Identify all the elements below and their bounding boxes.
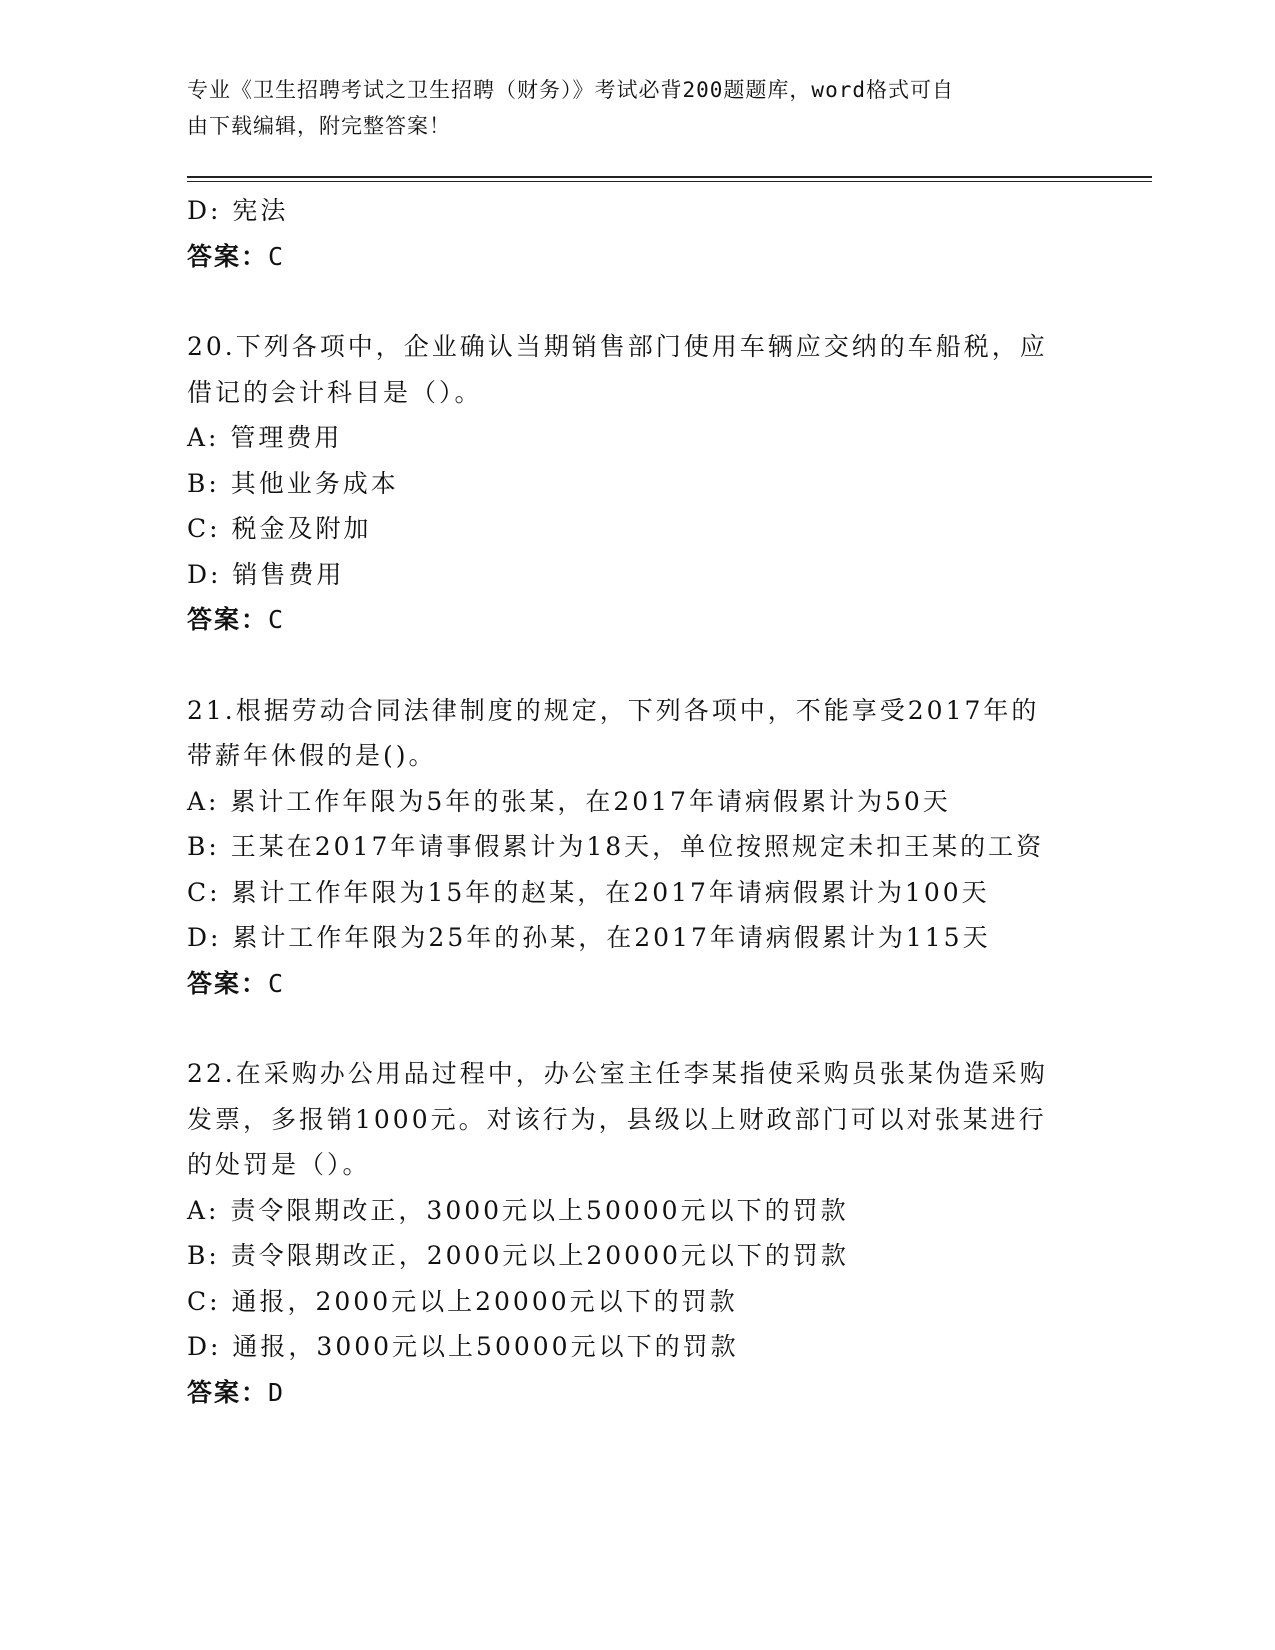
answer-label: 答案： (187, 605, 269, 634)
answer-label: 答案： (187, 968, 269, 998)
header-line-2: 由下载编辑，附完整答案！ (187, 114, 451, 138)
header-divider (187, 176, 1152, 182)
spacer (187, 643, 1117, 688)
answer-line (187, 597, 1117, 643)
option-d: D: 通报，3000元以上50000元以下的罚款 (187, 1332, 739, 1361)
question-text-line: 22.在采购办公用品过程中，办公室主任李某指使采购员张某伪造采购 (187, 1059, 1048, 1088)
question-text-line: 带薪年休假的是()。 (187, 741, 437, 770)
option-d: D: 销售费用 (187, 559, 345, 589)
question-22 (187, 1051, 1117, 1415)
answer-value: C (268, 241, 287, 271)
option-b: B: 其他业务成本 (187, 468, 399, 498)
option-d: D: 累计工作年限为25年的孙某，在2017年请病假累计为115天 (187, 923, 991, 952)
option-d: D: 宪法 (187, 196, 289, 225)
option-b: B: 责令限期改正，2000元以上20000元以下的罚款 (187, 1241, 849, 1270)
question-20 (187, 324, 1117, 643)
question-text-line: 发票，多报销1000元。对该行为，县级以上财政部门可以对张某进行 (187, 1104, 1047, 1134)
answer-value: C (268, 605, 287, 634)
answer-value: D (268, 1377, 287, 1407)
option-c: C: 通报，2000元以上20000元以下的罚款 (187, 1286, 738, 1316)
question-21 (187, 688, 1117, 1007)
question-text-line: 的处罚是（）。 (187, 1150, 371, 1179)
option-b: B: 王某在2017年请事假累计为18天，单位按照规定未扣王某的工资 (187, 832, 1045, 861)
question-content (187, 188, 1117, 1415)
answer-label: 答案： (187, 241, 269, 271)
answer-value: C (268, 968, 287, 998)
answer-label: 答案： (187, 1377, 269, 1407)
answer-line (187, 961, 1117, 1007)
question-text-line: 借记的会计科目是（）。 (187, 377, 483, 407)
option-c: C: 累计工作年限为15年的赵某，在2017年请病假累计为100天 (187, 877, 990, 907)
header-line-1: 专业《卫生招聘考试之卫生招聘（财务）》考试必背200题题库，word格式可自 (187, 78, 954, 102)
answer-line (187, 234, 1117, 280)
option-a: A: 累计工作年限为5年的张某，在2017年请病假累计为50天 (187, 786, 951, 816)
header-text (187, 72, 1067, 144)
question-text-line: 21.根据劳动合同法律制度的规定，下列各项中，不能享受2017年的 (187, 695, 1040, 725)
option-c: C: 税金及附加 (187, 514, 372, 543)
option-a: A: 责令限期改正，3000元以上50000元以下的罚款 (187, 1195, 849, 1225)
answer-line (187, 1370, 1117, 1416)
question-text-line: 20.下列各项中，企业确认当期销售部门使用车辆应交纳的车船税，应 (187, 332, 1048, 361)
spacer (187, 279, 1117, 324)
spacer (187, 1006, 1117, 1051)
option-a: A: 管理费用 (187, 423, 343, 452)
